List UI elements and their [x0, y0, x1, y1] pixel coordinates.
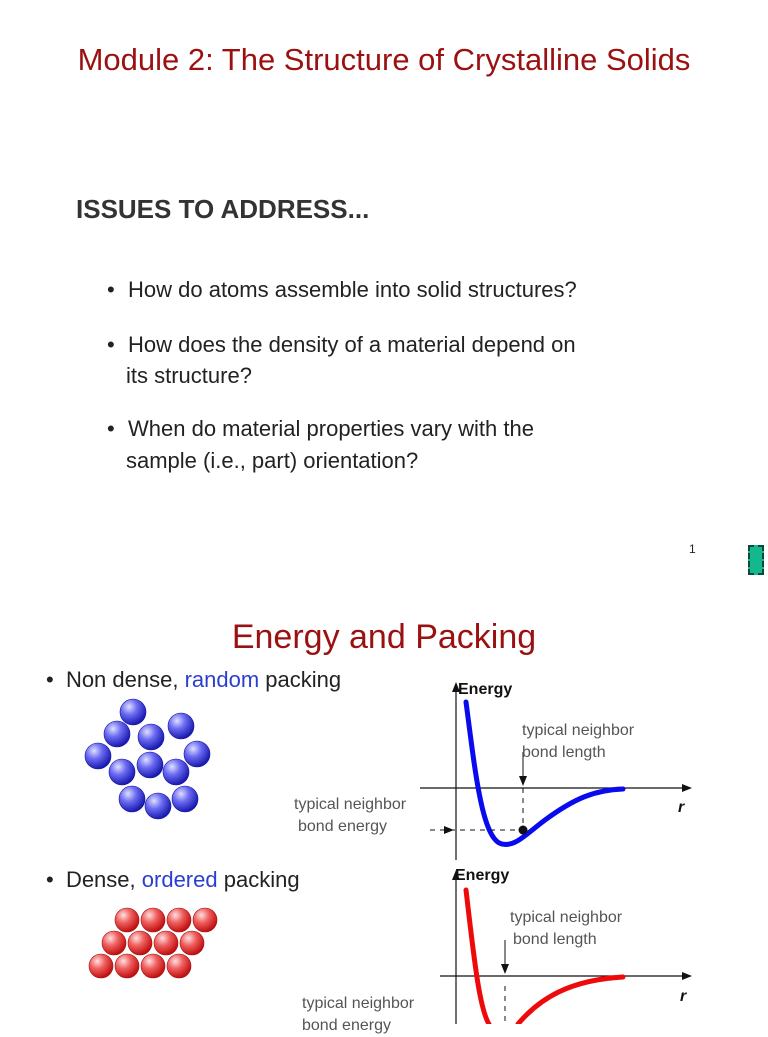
random-packing-label — [46, 667, 341, 693]
sticky-note-icon[interactable] — [748, 545, 764, 575]
atom — [120, 699, 146, 725]
r-axis-label: r — [678, 799, 685, 816]
ordered-suffix: packing — [217, 867, 300, 892]
bullet-dot: • — [46, 867, 54, 892]
bullet-dot: • — [107, 416, 115, 441]
atom — [119, 786, 145, 812]
atom — [145, 793, 171, 819]
slide2-title: Energy and Packing — [231, 618, 537, 656]
bullet-text-continued: sample (i.e., part) orientation? — [126, 448, 419, 473]
energy-axis-label: Energy — [458, 681, 513, 698]
ordered-packing-label — [46, 867, 300, 893]
energy-curve-graph-random — [420, 680, 710, 865]
annotation-line: typical neighbor — [522, 722, 635, 739]
ordered-prefix: Dense, — [65, 867, 142, 892]
bullet-dot: • — [107, 332, 115, 357]
atom — [137, 752, 163, 778]
bullet-text: How do atoms assemble into solid structures? — [128, 277, 577, 302]
atom — [168, 713, 194, 739]
slide1-title: Module 2: The Structure of Crystalline Solids — [77, 42, 691, 77]
random-atoms-diagram — [80, 695, 220, 825]
annotation-line: bond energy — [302, 1017, 391, 1034]
random-prefix: Non dense, — [65, 667, 185, 692]
random-suffix: packing — [259, 667, 342, 692]
annotation-line: bond length — [522, 744, 606, 761]
annotation-line: typical neighbor — [302, 995, 415, 1012]
bullet-dot: • — [107, 277, 115, 302]
bullet-text: When do material properties vary with the — [128, 416, 534, 441]
ordered-atoms-diagram — [85, 905, 225, 980]
random-highlight: random — [184, 667, 260, 692]
atom — [184, 741, 210, 767]
bullet-text-continued: its structure? — [126, 363, 252, 388]
atom — [138, 724, 164, 750]
atom — [163, 759, 189, 785]
issues-heading: ISSUES TO ADDRESS... — [76, 194, 370, 224]
bullet-text: How does the density of a material depend on — [128, 332, 576, 357]
atom — [109, 759, 135, 785]
r-axis-label: r — [680, 988, 687, 1005]
ordered-highlight: ordered — [141, 867, 218, 892]
annotation-line: bond length — [513, 931, 597, 948]
bond-energy-annotation — [294, 794, 406, 838]
page-number: 1 — [689, 542, 696, 556]
atom — [85, 743, 111, 769]
atom — [104, 721, 130, 747]
bullet-item — [107, 413, 534, 444]
bond-length-annotation — [510, 907, 622, 951]
energy-axis-label: Energy — [455, 867, 510, 884]
bullet-item — [107, 274, 577, 305]
annotation-line: typical neighbor — [510, 909, 623, 926]
atom — [172, 786, 198, 812]
annotation-line: typical neighbor — [294, 796, 407, 813]
bond-length-annotation — [522, 720, 634, 764]
annotation-line: bond energy — [298, 818, 387, 835]
bullet-dot: • — [46, 667, 54, 692]
bond-energy-annotation — [302, 993, 414, 1037]
bullet-item — [107, 329, 576, 360]
